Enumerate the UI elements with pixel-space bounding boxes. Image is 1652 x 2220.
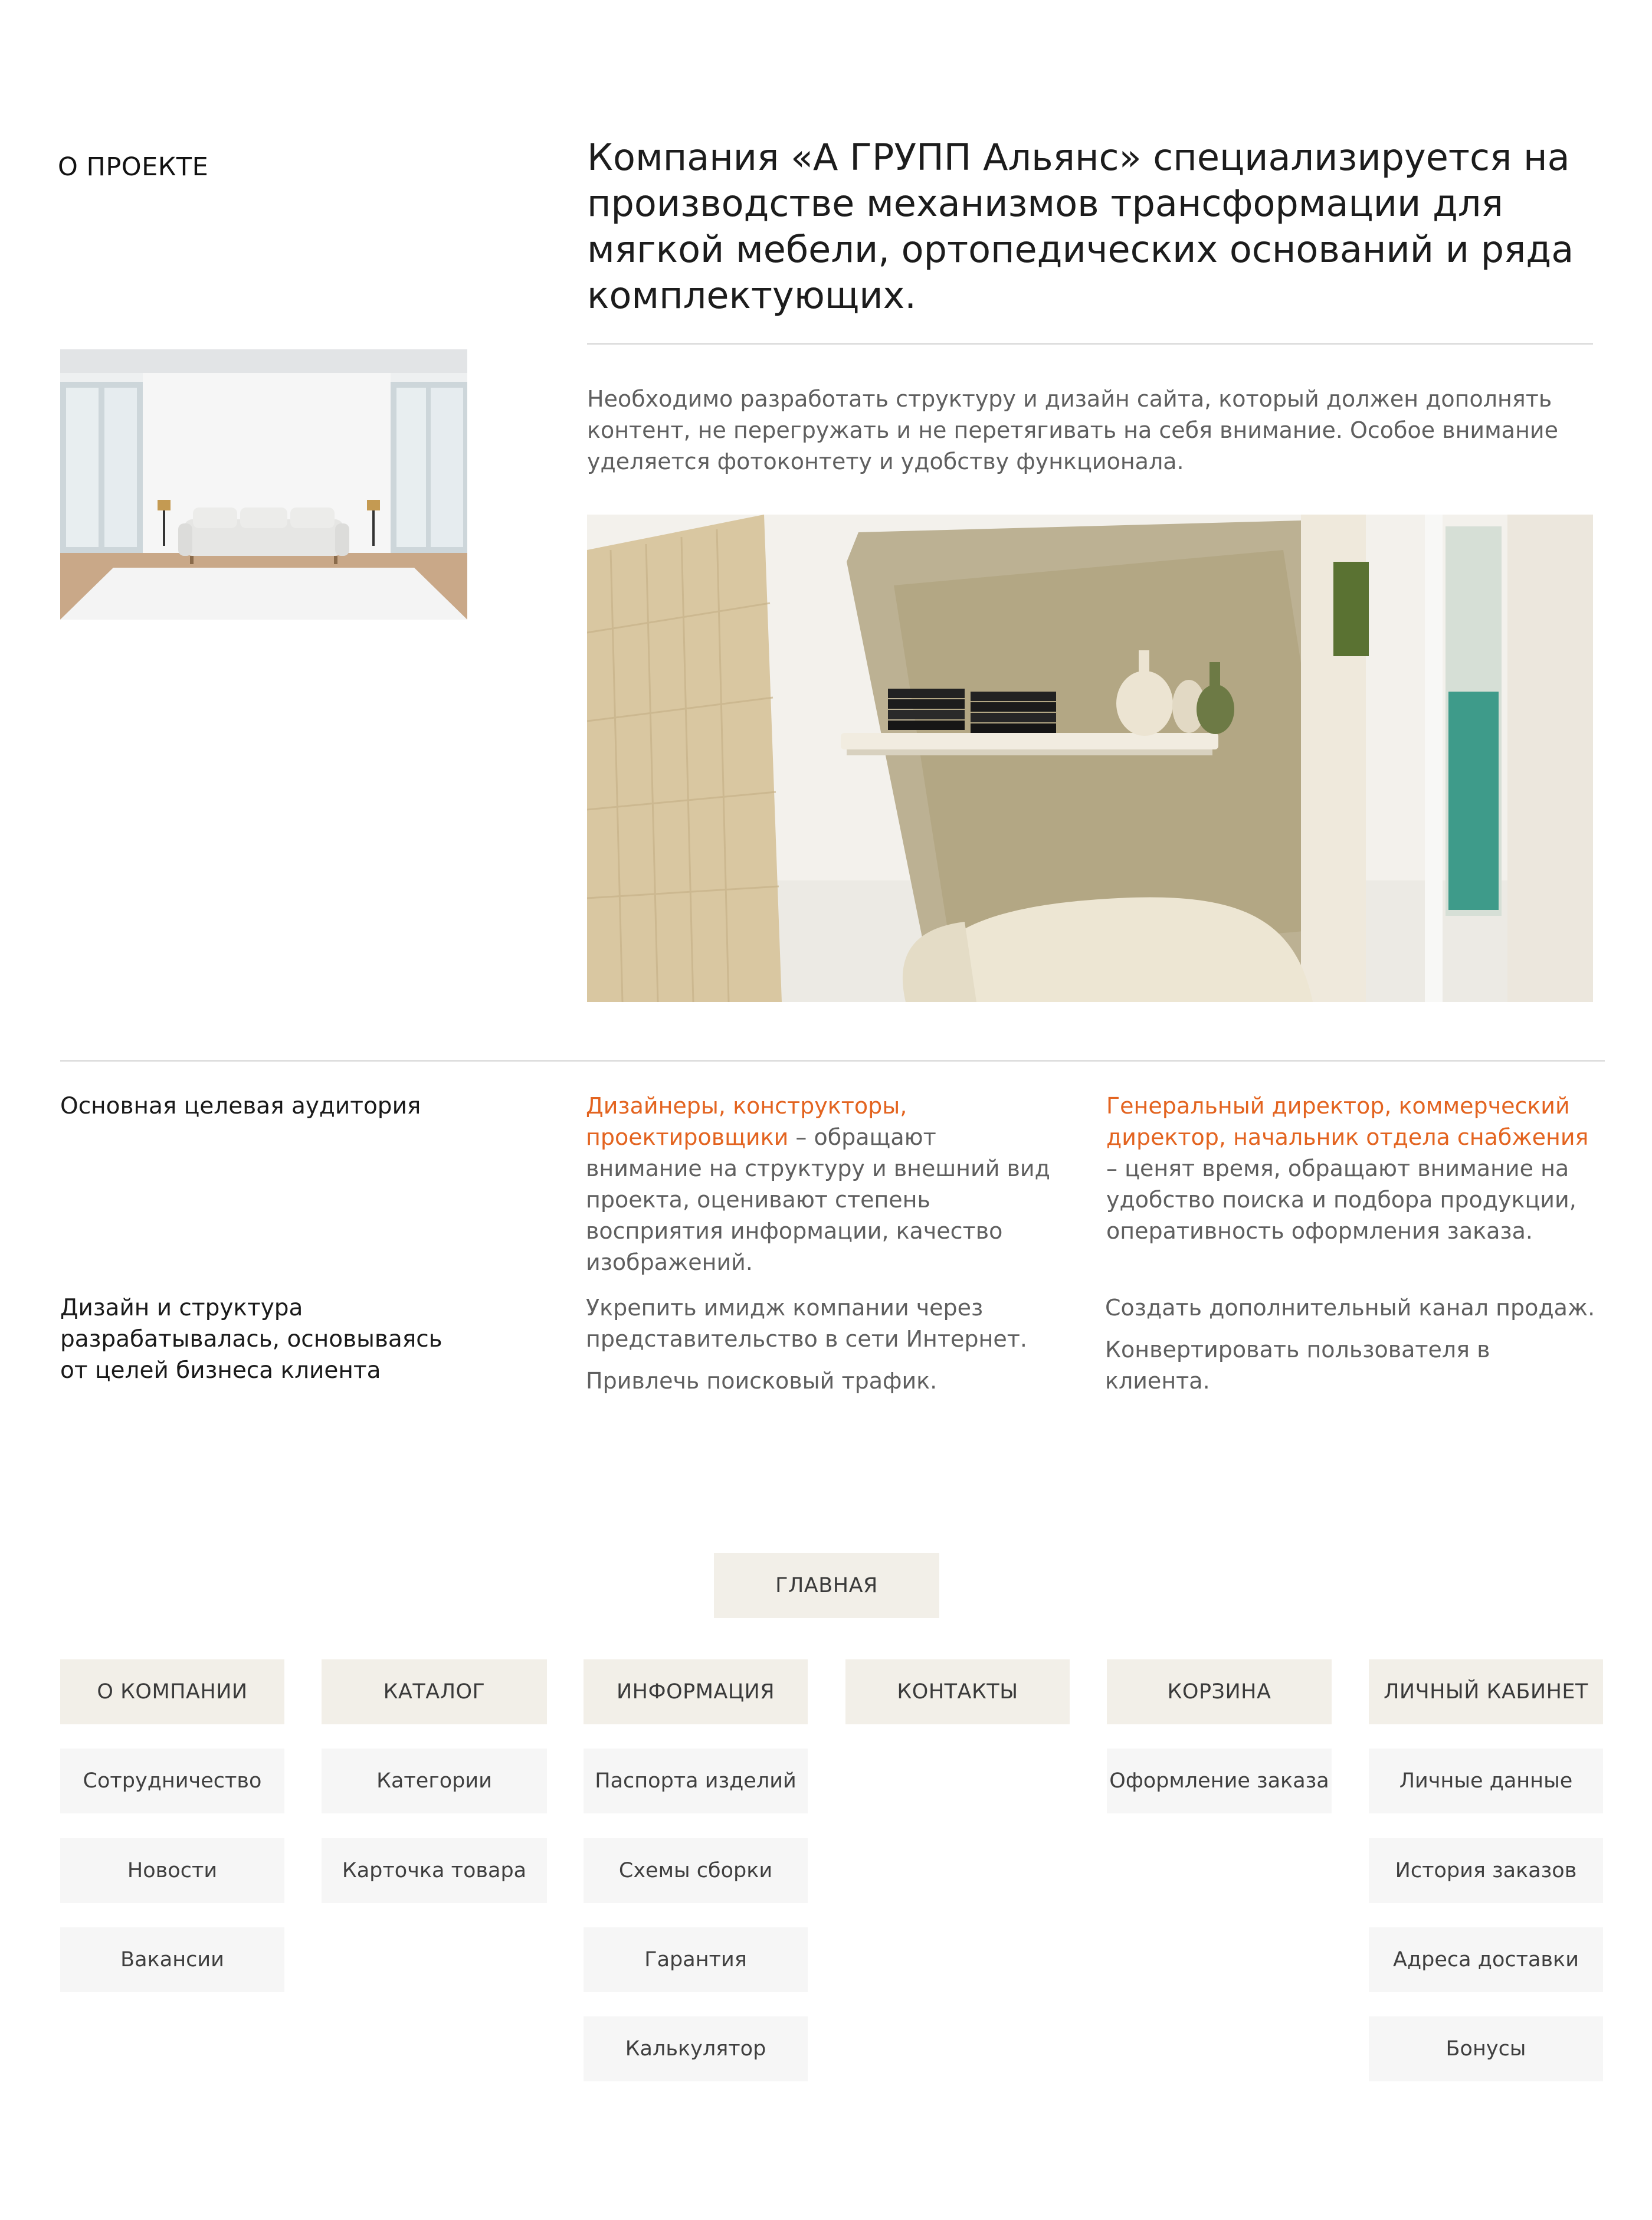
goals-column-1: [586, 1292, 1034, 1407]
sitemap-item-news[interactable]: Новости: [60, 1838, 284, 1903]
audience-group-directors: [1106, 1091, 1602, 1247]
goals-title: Дизайн и структура разрабатывалась, основываясь от целей бизнеса клиента: [60, 1295, 442, 1384]
intro-text: Необходимо разработать структуру и дизайн сайта, который должен дополнять контент, не перегружать и не перетягивать на себя внимание. Особое внимание уделяется фотоконтету и удобству функционала.: [587, 386, 1559, 474]
audience-group-designers: [586, 1091, 1058, 1278]
sitemap-item-passports[interactable]: Паспорта изделий: [584, 1749, 808, 1813]
sitemap-item-bonuses[interactable]: Бонусы: [1369, 2016, 1603, 2081]
sitemap-section-information[interactable]: ИНФОРМАЦИЯ: [584, 1659, 808, 1724]
audience-highlight: Генеральный директор, коммерческий директор, начальник отдела снабжения: [1106, 1093, 1589, 1150]
audience-highlight: Дизайнеры, конструкторы, проектировщики: [586, 1093, 907, 1150]
sitemap-item-personal-data[interactable]: Личные данные: [1369, 1749, 1603, 1813]
audience-description: – ценят время, обращают внимание на удобство поиска и подбора продукции, оперативность оформления заказа.: [1106, 1155, 1576, 1244]
sitemap-root-home[interactable]: ГЛАВНАЯ: [714, 1553, 939, 1618]
sitemap-item-cooperation[interactable]: Сотрудничество: [60, 1749, 284, 1813]
sitemap-section-account[interactable]: ЛИЧНЫЙ КАБИНЕТ: [1369, 1659, 1603, 1724]
sitemap-item-order-history[interactable]: История заказов: [1369, 1838, 1603, 1903]
sitemap-item-warranty[interactable]: Гарантия: [584, 1927, 808, 1992]
audience-description: – обращают внимание на структуру и внешний вид проекта, оценивают степень восприятия информации, качество изображений.: [586, 1124, 1050, 1275]
goal-item: Привлечь поисковый трафик.: [586, 1368, 938, 1394]
sitemap-item-delivery-addresses[interactable]: Адреса доставки: [1369, 1927, 1603, 1992]
sitemap-item-vacancies[interactable]: Вакансии: [60, 1927, 284, 1992]
section-label: О ПРОЕКТЕ: [58, 152, 209, 182]
goal-item: Создать дополнительный канал продаж.: [1105, 1295, 1595, 1321]
sitemap-item-categories[interactable]: Категории: [322, 1749, 547, 1813]
audience-title: Основная целевая аудитория: [60, 1093, 421, 1119]
sitemap-section-about[interactable]: О КОМПАНИИ: [60, 1659, 284, 1724]
sitemap-item-checkout[interactable]: Оформление заказа: [1107, 1749, 1332, 1813]
goal-item: Конвертировать пользователя в клиента.: [1105, 1337, 1490, 1394]
sitemap-item-calculator[interactable]: Калькулятор: [584, 2016, 808, 2081]
goal-item: Укрепить имидж компании через представительство в сети Интернет.: [586, 1295, 1027, 1352]
sitemap-item-product-card[interactable]: Карточка товара: [322, 1838, 547, 1903]
divider: [60, 1060, 1605, 1062]
page-headline: Компания «А ГРУПП Альянс» специализируется на производстве механизмов трансформации для мягкой мебели, ортопедических оснований и ряда комплектующих.: [587, 136, 1574, 317]
sitemap-section-catalog[interactable]: КАТАЛОГ: [322, 1659, 547, 1724]
sitemap-item-assembly[interactable]: Схемы сборки: [584, 1838, 808, 1903]
transformable-bed-photo: [587, 515, 1593, 1002]
living-room-photo: [60, 349, 467, 620]
sitemap-section-contacts[interactable]: КОНТАКТЫ: [845, 1659, 1070, 1724]
goals-column-2: [1105, 1292, 1601, 1407]
divider: [587, 343, 1593, 345]
sitemap-section-cart[interactable]: КОРЗИНА: [1107, 1659, 1332, 1724]
